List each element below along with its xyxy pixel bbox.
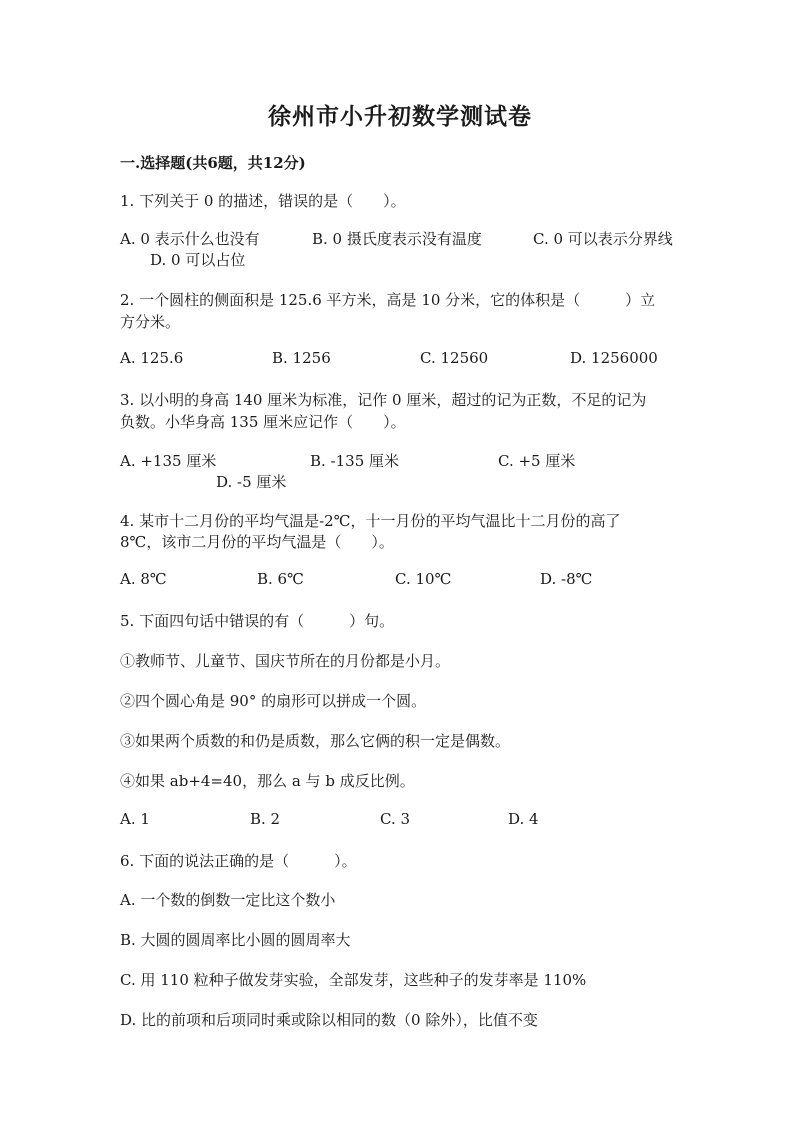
question-3-option-a: A. +135 厘米 [120, 452, 217, 470]
question-6-option-c: C. 用 110 粒种子做发芽实验，全部发芽，这些种子的发芽率是 110% [120, 971, 587, 989]
question-1-option-c: C. 0 可以表示分界线 [533, 230, 673, 248]
question-3-option-b: B. -135 厘米 [310, 452, 400, 470]
question-5-option-d: D. 4 [508, 810, 539, 828]
question-5-stem: 5. 下面四句话中错误的有（ ）句。 [120, 612, 395, 630]
question-6-stem: 6. 下面的说法正确的是（ ）。 [120, 852, 357, 870]
question-3-option-c: C. +5 厘米 [498, 452, 576, 470]
question-4-option-c: C. 10℃ [395, 570, 452, 588]
question-4-option-d: D. -8℃ [540, 570, 593, 588]
question-5-option-b: B. 2 [250, 810, 281, 828]
question-3-stem-line2: 负数。小华身高 135 厘米应记作（ ）。 [120, 413, 406, 431]
question-4-stem-line2: 8℃，该市二月份的平均气温是（ ）。 [120, 533, 394, 551]
question-1-stem: 1. 下列关于 0 的描述，错误的是（ ）。 [120, 192, 406, 210]
question-2-stem-line2: 方分米。 [120, 313, 181, 331]
question-6-option-a: A. 一个数的倒数一定比这个数小 [120, 891, 336, 909]
question-2-stem-line1: 2. 一个圆柱的侧面积是 125.6 平方米，高是 10 分米，它的体积是（ ）立 [120, 291, 656, 309]
question-5-statement-3: ③如果两个质数的和仍是质数，那么它俩的积一定是偶数。 [120, 732, 511, 750]
question-2-option-d: D. 1256000 [570, 349, 658, 367]
question-2-option-a: A. 125.6 [120, 349, 184, 367]
question-5-option-c: C. 3 [380, 810, 411, 828]
question-5-statement-4: ④如果 ab+4=40，那么 a 与 b 成反比例。 [120, 772, 415, 790]
question-4-option-b: B. 6℃ [257, 570, 304, 588]
question-1-option-a: A. 0 表示什么也没有 [120, 230, 260, 248]
question-1-option-d: D. 0 可以占位 [150, 251, 246, 269]
question-1-option-b: B. 0 摄氏度表示没有温度 [312, 230, 482, 248]
question-5-option-a: A. 1 [120, 810, 150, 828]
question-3-option-d: D. -5 厘米 [216, 473, 287, 491]
question-5-statement-2: ②四个圆心角是 90° 的扇形可以拼成一个圆。 [120, 692, 427, 710]
question-6-option-b: B. 大圆的圆周率比小圆的圆周率大 [120, 931, 351, 949]
question-2-option-c: C. 12560 [420, 349, 489, 367]
section-heading: 一.选择题(共6题，共12分) [120, 154, 306, 172]
question-3-stem-line1: 3. 以小明的身高 140 厘米为标准，记作 0 厘米，超过的记为正数，不足的记为 [120, 391, 647, 409]
question-4-option-a: A. 8℃ [120, 570, 167, 588]
exam-title: 徐州市小升初数学测试卷 [268, 103, 532, 130]
question-6-option-d: D. 比的前项和后项同时乘或除以相同的数（0 除外），比值不变 [120, 1011, 538, 1029]
question-2-option-b: B. 1256 [272, 349, 331, 367]
question-4-stem-line1: 4. 某市十二月份的平均气温是-2℃，十一月份的平均气温比十二月份的高了 [120, 512, 621, 530]
question-5-statement-1: ①教师节、儿童节、国庆节所在的月份都是小月。 [120, 652, 451, 670]
